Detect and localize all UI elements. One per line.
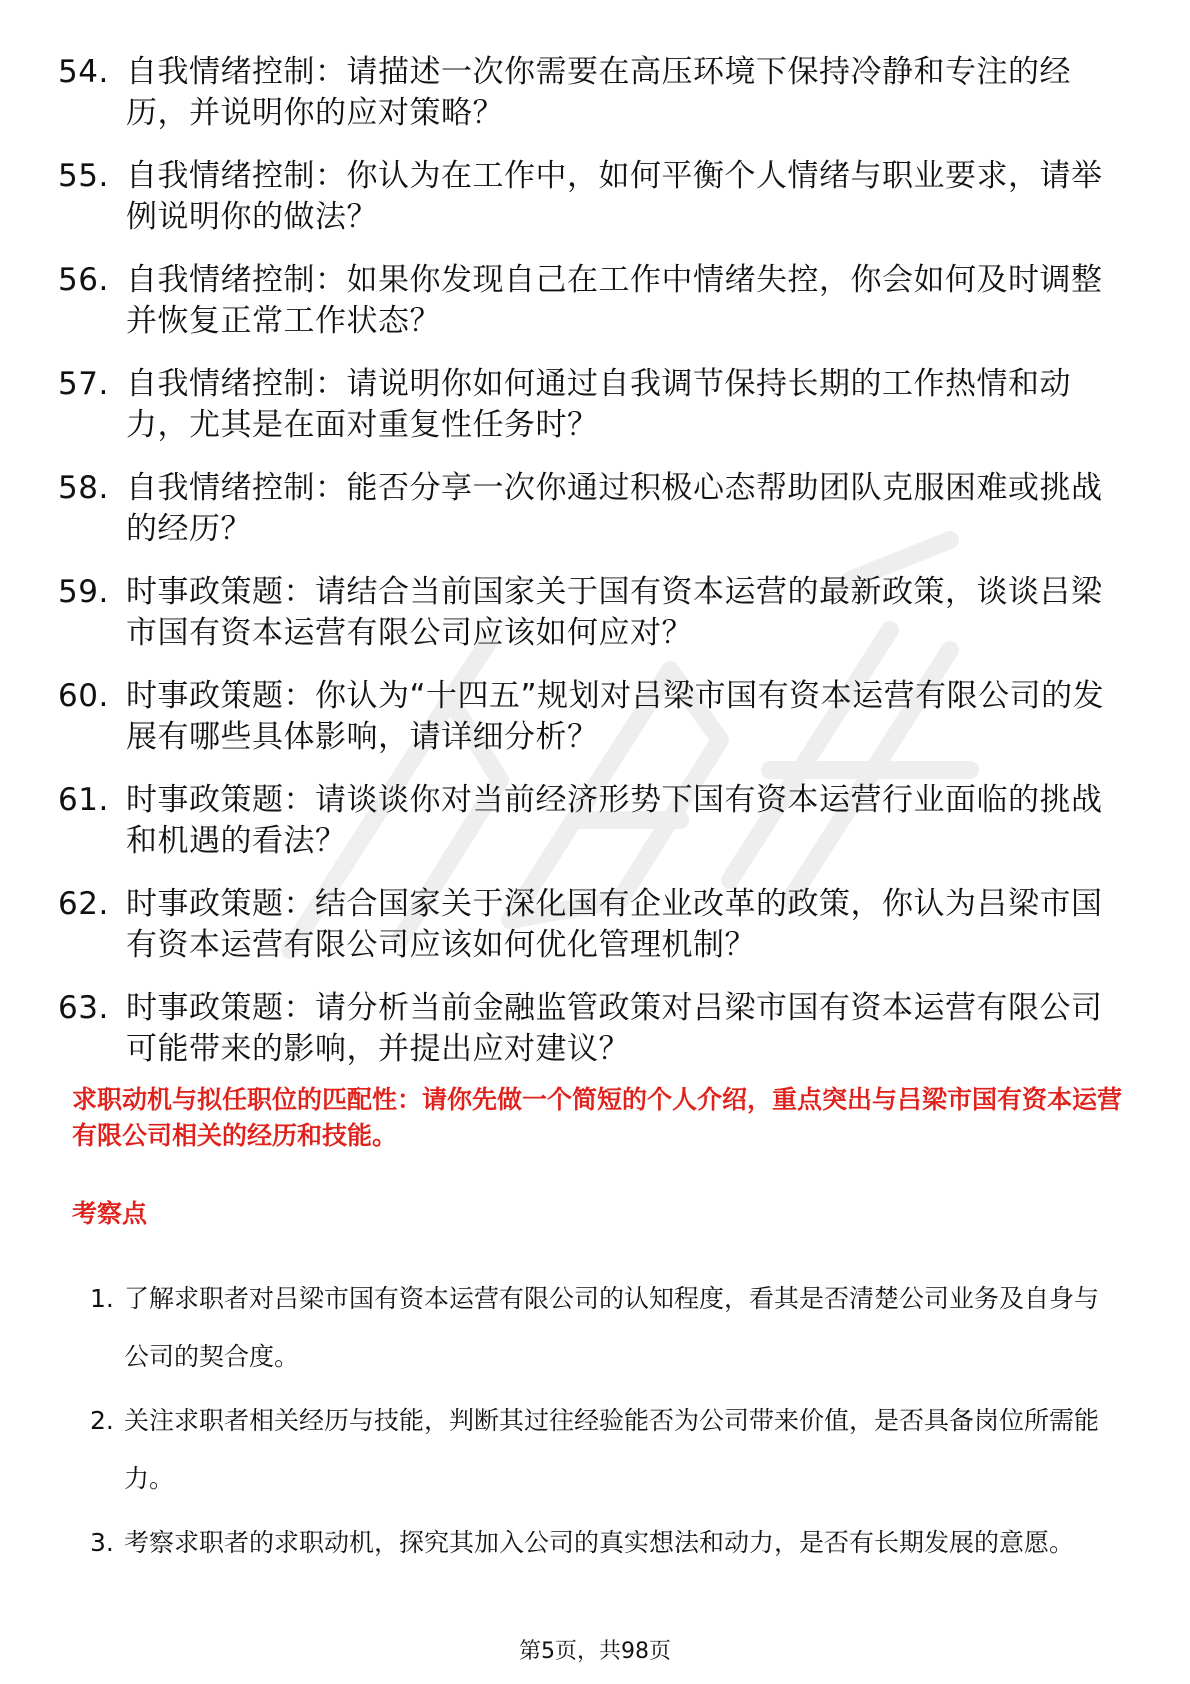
question-item xyxy=(58,988,1118,1070)
question-number: 54. xyxy=(58,54,109,90)
assessment-point xyxy=(90,1270,1120,1386)
question-number: 62. xyxy=(58,886,109,922)
question-item xyxy=(58,572,1118,654)
question-item xyxy=(58,52,1118,134)
question-number: 58. xyxy=(58,470,109,506)
point-number: 1. xyxy=(90,1284,114,1313)
point-text: 关注求职者相关经历与技能，判断其过往经验能否为公司带来价值，是否具备岗位所需能力。 xyxy=(124,1406,1100,1493)
page-footer: 第5页，共98页 xyxy=(519,1639,671,1664)
question-list xyxy=(58,52,1118,1092)
question-text: 自我情绪控制：请描述一次你需要在高压环境下保持冷静和专注的经历，并说明你的应对策略？ xyxy=(126,54,1071,131)
question-text: 自我情绪控制：请说明你如何通过自我调节保持长期的工作热情和动力，尤其是在面对重复性任务时？ xyxy=(126,366,1071,443)
question-text: 时事政策题：请结合当前国家关于国有资本运营的最新政策，谈谈吕梁市国有资本运营有限公司应该如何应对？ xyxy=(126,574,1103,651)
question-number: 60. xyxy=(58,678,109,714)
question-text: 自我情绪控制：如果你发现自己在工作中情绪失控，你会如何及时调整并恢复正常工作状态？ xyxy=(126,262,1103,339)
question-item xyxy=(58,676,1118,758)
section-label: 考察点 xyxy=(72,1199,148,1228)
question-item xyxy=(58,260,1118,342)
point-number: 3. xyxy=(90,1528,114,1557)
question-text: 时事政策题：请分析当前金融监管政策对吕梁市国有资本运营有限公司可能带来的影响，并提出应对建议？ xyxy=(126,990,1103,1067)
question-number: 63. xyxy=(58,990,109,1026)
question-text: 时事政策题：结合国家关于深化国有企业改革的政策，你认为吕梁市国有资本运营有限公司应该如何优化管理机制？ xyxy=(126,886,1103,963)
question-item xyxy=(58,780,1118,862)
point-text: 考察求职者的求职动机，探究其加入公司的真实想法和动力，是否有长期发展的意愿。 xyxy=(124,1528,1075,1557)
question-text: 自我情绪控制：能否分享一次你通过积极心态帮助团队克服困难或挑战的经历？ xyxy=(126,470,1103,547)
question-item xyxy=(58,364,1118,446)
point-text: 了解求职者对吕梁市国有资本运营有限公司的认知程度，看其是否清楚公司业务及自身与公司的契合度。 xyxy=(124,1284,1100,1371)
question-number: 56. xyxy=(58,262,109,298)
question-item xyxy=(58,156,1118,238)
question-number: 59. xyxy=(58,574,109,610)
question-item xyxy=(58,884,1118,966)
assessment-points-list xyxy=(90,1270,1120,1578)
question-number: 57. xyxy=(58,366,109,402)
point-number: 2. xyxy=(90,1406,114,1435)
question-text: 时事政策题：你认为“十四五”规划对吕梁市国有资本运营有限公司的发展有哪些具体影响，请详细分析？ xyxy=(126,678,1105,755)
question-text: 时事政策题：请谈谈你对当前经济形势下国有资本运营行业面临的挑战和机遇的看法？ xyxy=(126,782,1103,859)
question-number: 61. xyxy=(58,782,109,818)
highlight-question: 求职动机与拟任职位的匹配性：请你先做一个简短的个人介绍，重点突出与吕梁市国有资本运营有限公司相关的经历和技能。 xyxy=(72,1085,1123,1150)
question-item xyxy=(58,468,1118,550)
question-number: 55. xyxy=(58,158,109,194)
question-text: 自我情绪控制：你认为在工作中，如何平衡个人情绪与职业要求，请举例说明你的做法？ xyxy=(126,158,1103,235)
assessment-point xyxy=(90,1514,1120,1572)
assessment-point xyxy=(90,1392,1120,1508)
